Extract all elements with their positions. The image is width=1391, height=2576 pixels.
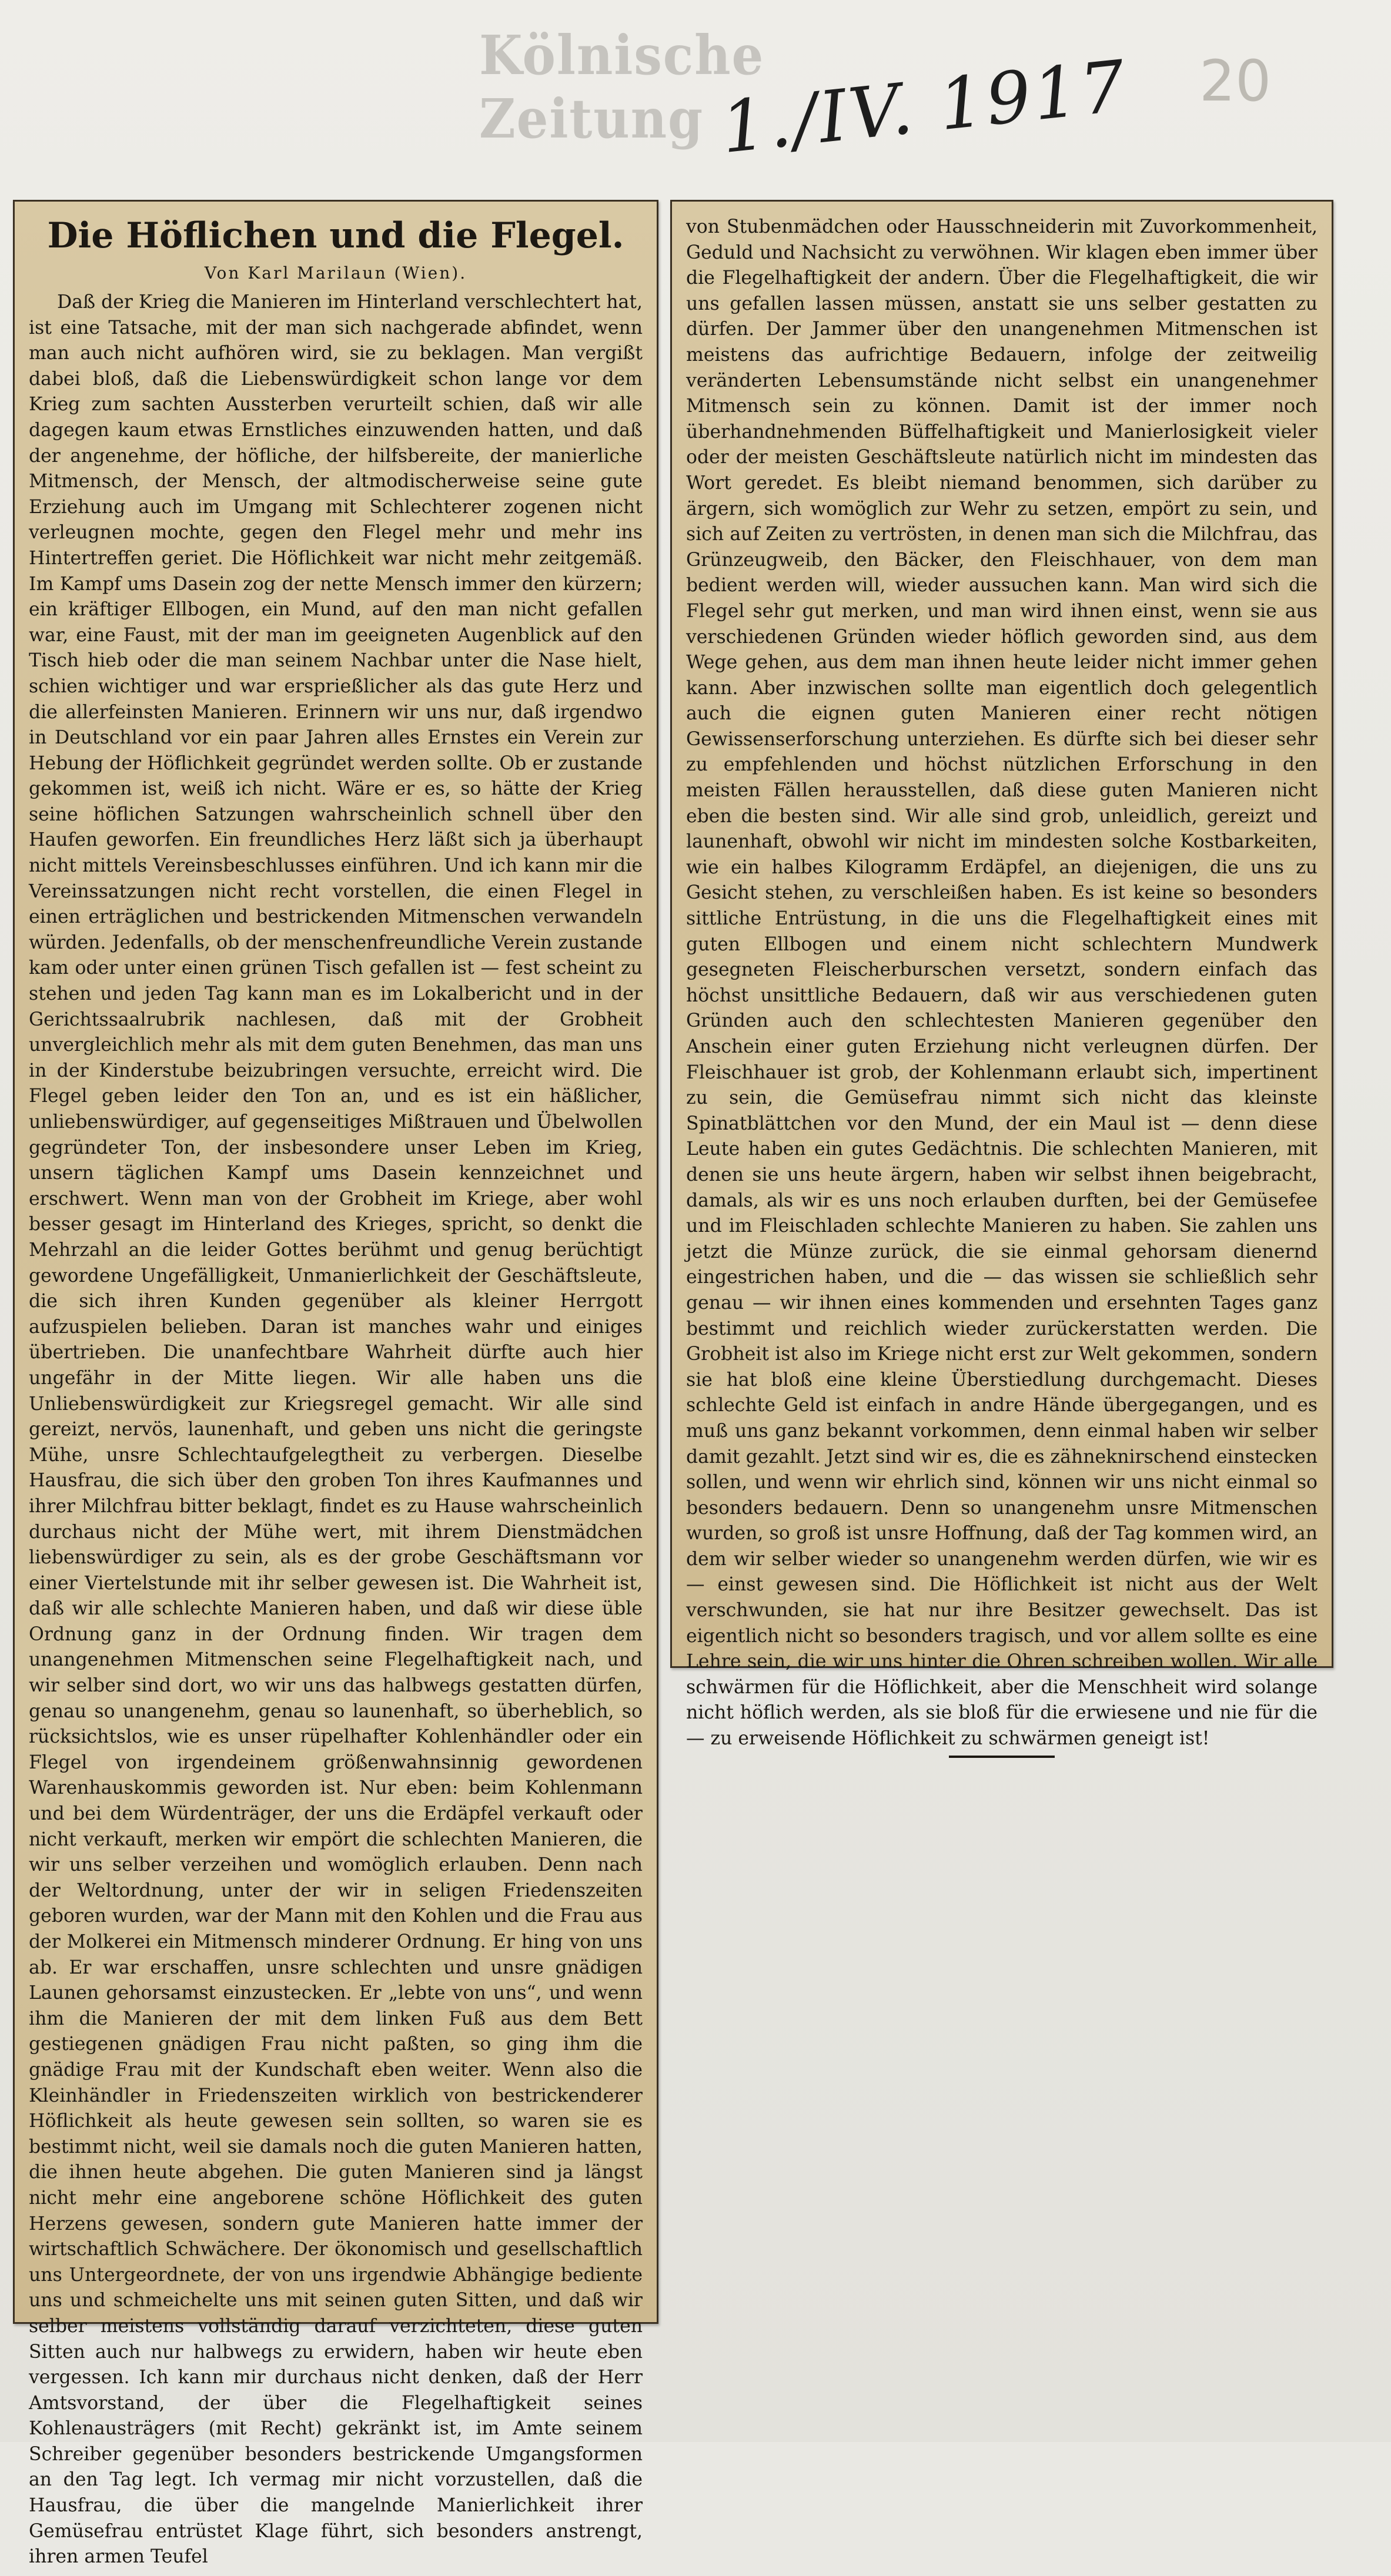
article-end-rule	[949, 1756, 1055, 1758]
archive-number: 20	[1199, 48, 1272, 114]
newspaper-stamp: Kölnische Zeitung	[479, 24, 765, 150]
handwritten-date: 1./IV. 1917	[717, 45, 1132, 170]
clipping-right-column	[670, 200, 1333, 1750]
article-title: Die Höflichen und die Flegel.	[47, 215, 624, 256]
article-text-column-1: Daß der Krieg die Manieren im Hinterland verschlechtert hat, ist eine Tatsache, mit der man sich nachgerade abfindet, wenn man auch nicht aufhören wird, sie zu beklagen. Man vergißt dabei bloß, daß die Liebenswürdigkeit schon lange vor dem Krieg zum sachten Aussterben verurteilt schien, daß wir alle dagegen kaum etwas Ernstliches einzuwenden hatten, und daß der angenehme, der höfliche, der hilfsbereite, der manierliche Mitmensch, der Mensch, der altmodischerweise seine gute Erziehung auch im Umgang mit Schlechterer zogenen nicht verleugnen mochte, gegen den Flegel mehr und mehr ins Hintertreffen geriet. Die Höflichkeit war nicht mehr zeitgemäß. Im Kampf ums Dasein zog der nette Mensch immer den kürzern; ein kräftiger Ellbogen, ein Mund, auf den man nicht gefallen war, eine Faust, mit der man im geeigneten Augenblick auf den Tisch hieb oder die man seinem Nachbar unter die Nase hielt, schien wichtiger und war ersprießlicher als das gute Herz und die allerfeinsten Manieren. Erinnern wir uns nur, daß irgendwo in Deutschland vor ein paar Jahren alles Ernstes ein Verein zur Hebung der Höflichkeit gegründet werden sollte. Ob er zustande gekommen ist, weiß ich nicht. Wäre er es, so hätte der Krieg seine höflichen Satzungen wahrscheinlich schnell über den Haufen geworfen. Ein freundliches Herz läßt sich ja überhaupt nicht mittels Vereinsbeschlusses einführen. Und ich kann mir die Vereinssatzungen nicht recht vorstellen, die einen Flegel in einen erträglichen und bestrickenden Mitmenschen verwandeln würden. Jedenfalls, ob der menschenfreundliche Verein zustande kam oder unter einen grünen Tisch gefallen ist — fest scheint zu stehen und jeden Tag kann man es im Lokalbericht und in der Gerichtssaalrubrik nachlesen, daß mit der Grobheit unvergleichlich mehr als mit dem guten Benehmen, das man uns in der Kinderstube beizubringen versuchte, erreicht wird. Die Flegel geben leider den Ton an, und es ist ein häßlicher, unliebenswürdiger, auf gegenseitiges Mißtrauen und Übelwollen gegründeter Ton, der insbesondere unser Leben im Krieg, unsern täglichen Kampf ums Dasein kennzeichnet und erschwert. Wenn man von der Grobheit im Kriege, aber wohl besser gesagt im Hinterland des Krieges, spricht, so denkt die Mehrzahl an die leider Gottes berühmt und genug berüchtigt gewordene Ungefälligkeit, Unmanierlichkeit der Geschäftsleute, die sich ihren Kunden gegenüber als kleiner Herrgott aufzuspielen belieben. Daran ist manches wahr und einiges übertrieben. Die unanfechtbare Wahrheit dürfte auch hier ungefähr in der Mitte liegen. Wir alle haben uns die Unliebenswürdigkeit zur Kriegsregel gemacht. Wir alle sind gereizt, nervös, launenhaft, und geben uns nicht die geringste Mühe, unsre Schlechtaufgelegtheit zu verbergen. Dieselbe Hausfrau, die sich über den groben Ton ihres Kaufmannes und ihrer Milchfrau bitter beklagt, findet es zu Hause wahrscheinlich durchaus nicht der Mühe wert, mit ihrem Dienstmädchen liebenswürdiger zu sein, als es der grobe Geschäftsmann vor einer Viertelstunde mit ihr selber gewesen ist. Die Wahrheit ist, daß wir alle schlechte Manieren haben, und daß wir diese üble Ordnung ganz in der Ordnung finden. Wir tragen dem unangenehmen Mitmenschen seine Flegelhaftigkeit nach, und wir selber sind dort, wo wir uns das halbwegs gestatten dürfen, genau so unangenehm, genau so launenhaft, so überheblich, so rücksichtslos, wie es unser rüpelhafter Kohlenhändler oder ein Flegel von irgendeinem größenwahnsinnig gewordenen Warenhauskommis geworden ist. Nur eben: beim Kohlenmann und bei dem Würdenträger, der uns die Erdäpfel verkauft oder nicht verkauft, merken wir empört die schlechten Manieren, die wir uns selber verzeihen und womöglich erlauben. Denn nach der Weltordnung, unter der wir in seligen Friedenszeiten geboren wurden, war der Mann mit den Kohlen und die Frau aus der Molkerei ein Mitmensch minderer Ordnung. Er hing von uns ab. Er war erschaffen, unsre schlechten und unsre gnädigen Launen gehorsamst einzustecken. Er „lebte von uns“, und wenn ihm die Manieren der mit dem linken Fuß aus dem Bett gestiegenen gnädigen Frau nicht paßten, so ging ihm die gnädige Frau mit der Kundschaft eben weiter. Wenn also die Kleinhändler in Friedenszeiten wirklich von bestrickenderer Höflichkeit als heute gewesen sein sollten, so waren sie es bestimmt nicht, weil sie damals noch die guten Manieren hatten, die ihnen heute abgehen. Die guten Manieren sind ja längst nicht mehr eine angeborene schöne Höflichkeit des guten Herzens gewesen, sondern gute Manieren hatte immer der wirtschaftlich Schwächere. Der ökonomisch und gesellschaftlich uns Untergeordnete, der von uns irgendwie Abhängige bediente uns und schmeichelte uns mit seinen guten Sitten, und daß wir selber meistens vollständig darauf verzichteten, diese guten Sitten auch nur halbwegs zu erwidern, haben wir heute eben vergessen. Ich kann mir durchaus nicht denken, daß der Herr Amtsvorstand, der über die Flegelhaftigkeit seines Kohlenausträgers (mit Recht) gekränkt ist, im Amte seinem Schreiber gegenüber besonders bestrickende Umgangsformen an den Tag legt. Ich vermag mir nicht vorzustellen, daß die Hausfrau, die über die mangelnde Manierlichkeit ihrer Gemüsefrau entrüstet Klage führt, sich besonders anstrengt, ihren armen Teufel	[29, 292, 643, 2568]
article-byline: Von Karl Marilaun (Wien).	[204, 263, 467, 283]
clipping-left-column	[13, 200, 658, 2568]
article-text-column-2: von Stubenmädchen oder Hausschneiderin mit Zuvorkommenheit, Geduld und Nachsicht zu verwöhnen. Wir klagen eben immer über die Flegelhaftigkeit der andern. Über die Flegelhaftigkeit, die wir uns gefallen lassen müssen, anstatt sie uns selber gestatten zu dürfen. Der Jammer über den unangenehmen Mitmenschen ist meistens das aufrichtige Bedauern, infolge der zeitweilig veränderten Lebensumstände nicht selbst ein unangenehmer Mitmensch sein zu können. Damit ist der immer noch überhandnehmenden Büffelhaftigkeit und Manierlosigkeit vieler oder der meisten Geschäftsleute natürlich nicht im mindesten das Wort geredet. Es bleibt niemand benommen, sich darüber zu ärgern, sich womöglich zur Wehr zu setzen, empört zu sein, und sich auf Zeiten zu vertrösten, in denen man sich die Milchfrau, das Grünzeugweib, den Bäcker, den Fleischhauer, von dem man bedient werden will, wieder aussuchen kann. Man wird sich die Flegel sehr gut merken, und man wird ihnen einst, wenn sie aus verschiedenen Gründen wieder höflich geworden sind, aus dem Wege gehen, aus dem man ihnen heute leider nicht immer gehen kann. Aber inzwischen sollte man eigentlich doch gelegentlich auch die eignen guten Manieren einer recht nötigen Gewissenserforschung unterziehen. Es dürfte sich bei dieser sehr zu empfehlenden und höchst nützlichen Erforschung in den meisten Fällen herausstellen, daß diese guten Manieren nicht eben die besten sind. Wir alle sind grob, unleidlich, gereizt und launenhaft, obwohl wir nicht im mindesten solche Kostbarkeiten, wie ein halbes Kilogramm Erdäpfel, an diejenigen, die uns zu Gesicht stehen, zu verschleißen haben. Es ist keine so besonders sittliche Entrüstung, in die uns die Flegelhaftigkeit eines mit guten Ellbogen und einem nicht schlechtern Mundwerk gesegneten Fleischerburschen versetzt, sondern einfach das höchst unsittliche Bedauern, daß wir aus verschiedenen guten Gründen auch den schlechtesten Manieren gegenüber den Anschein einer guten Erziehung nicht verleugnen dürfen. Der Fleischhauer ist grob, der Kohlenmann erlaubt sich, impertinent zu sein, die Gemüsefrau nimmt sich nicht das kleinste Spinatblättchen vor den Mund, der ein Maul ist — denn diese Leute haben ein gutes Gedächtnis. Die schlechten Manieren, mit denen sie uns heute ärgern, haben wir selbst ihnen beigebracht, damals, als wir es uns noch erlauben durften, bei der Gemüsefee und im Fleischladen schlechte Manieren zu haben. Sie zahlen uns jetzt die Münze zurück, die sie einmal gehorsam dienernd eingestrichen haben, und die — das wissen sie schließlich sehr genau — wir ihnen eines kommenden und ersehnten Tages ganz bestimmt und reichlich wieder zurückerstatten werden. Die Grobheit ist also im Kriege nicht erst zur Welt gekommen, sondern sie hat bloß eine kleine Überstiedlung durchgemacht. Dieses schlechte Geld ist einfach in andre Hände übergegangen, und es muß uns ganz bekannt vorkommen, denn einmal haben wir selber damit gezahlt. Jetzt sind wir es, die es zähneknirschend einstecken sollen, und wenn wir ehrlich sind, können wir uns nicht einmal so besonders bedauern. Denn so unangenehm unsre Mitmenschen wurden, so groß ist unsre Hoffnung, daß der Tag kommen wird, an dem wir selber wieder so unangenehm werden dürfen, wie wir es — einst gewesen sind. Die Höflichkeit ist nicht aus der Welt verschwunden, sie hat nur ihre Besitzer gewechselt. Das ist eigentlich nicht so besonders tragisch, und vor allem sollte es eine Lehre sein, die wir uns hinter die Ohren schreiben wollen. Wir alle schwärmen für die Höflichkeit, aber die Menschheit wird solange nicht höflich werden, als sie bloß für die erwiesene und nie für die — zu erweisende Höflichkeit zu schwärmen geneigt ist!	[686, 216, 1318, 1750]
